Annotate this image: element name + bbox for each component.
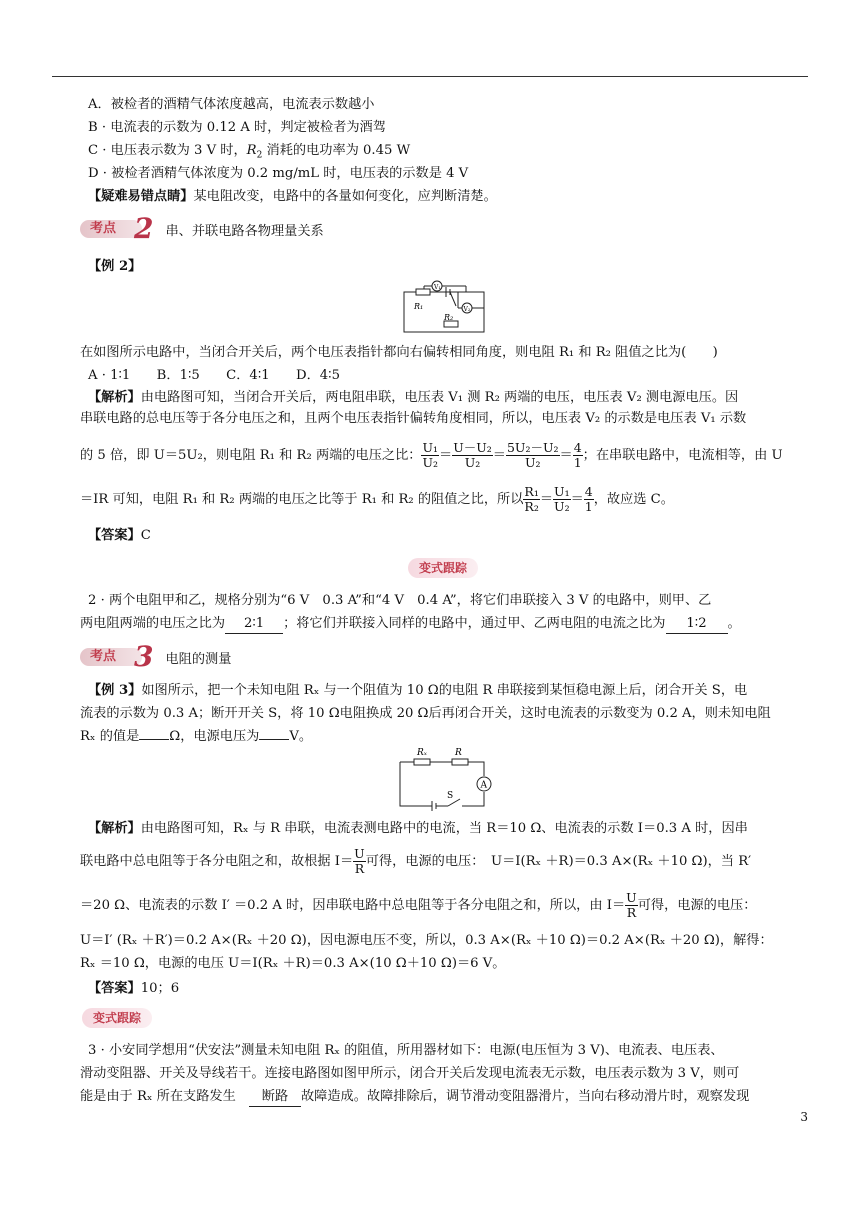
answer-blank: 断路 <box>249 1088 301 1107</box>
fraction: $\frac{4}{1}$ <box>573 440 582 470</box>
circuit-diagram-ex2 <box>396 276 490 338</box>
kaodian-number: 3 <box>134 640 154 673</box>
v1-label: V₁ <box>434 284 441 291</box>
question-2-line-1: 2 · 两个电阻甲和乙，规格分别为“6 V 0.3 A”和“4 V 0.4 A”，将它们串联接入 3 V 的电路中，则甲、乙 <box>88 593 712 608</box>
example-2-analysis-1: 【解析】由电路图可知，当闭合开关后，两电阻串联，电压表 V₁ 测 R₂ 两端的电压，电压表 V₂ 测电源电压。因 <box>88 390 739 405</box>
kaodian-number: 2 <box>134 212 154 245</box>
example-3-analysis-4: U＝I′ (Rₓ ＋R′)＝0.2 A×(Rₓ ＋20 Ω)，因电源电压不变，所以，0.3 A×(Rₓ ＋10 Ω)＝0.2 A×(Rₓ ＋20 Ω)，解得： <box>80 933 773 948</box>
rx-label: Rₓ <box>417 748 427 758</box>
kaodian-title: 串、并联电路各物理量关系 <box>165 223 324 239</box>
fraction: $\frac{U}{R}$ <box>354 846 365 876</box>
example-3-analysis-2: 联电路中总电阻等于各分电阻之和，故根据 I＝ $\frac{U}{R}$ 可得，电源的电压： U＝I(Rₓ ＋R)＝0.3 A×(Rₓ ＋10 Ω)，当 R′ <box>80 846 752 876</box>
option-c: C · 电压表示数为 3 V 时，$R_2$ 消耗的电功率为 0.45 W <box>88 143 411 161</box>
example-3-answer: 【答案】10；6 <box>88 981 180 996</box>
fraction: $\frac{\text{R₁}}{\text{R₂}}$ <box>524 484 539 514</box>
example-2-analysis-4: ＝IR 可知，电阻 R₁ 和 R₂ 两端的电压之比等于 R₁ 和 R₂ 的阻值之比，所以 $\frac{\text{R₁}}{\text{R₂}}$ ＝ $\frac{\text{U₁}}{\text{U₂}}$ ＝ $\frac{4}{1}$ ，故应选 C。 <box>80 484 674 514</box>
kaodian-3-heading <box>80 640 232 673</box>
question-3-line-1: 3 · 小安同学想用“伏安法”测量未知电阻 Rₓ 的阻值，所用器材如下：电源(电压恒为 3 V)、电流表、电压表、 <box>88 1043 724 1058</box>
example-3-analysis-5: Rₓ ＝10 Ω，电源的电压 U＝I(Rₓ ＋R)＝0.3 A×(10 Ω＋10 Ω)＝6 V。 <box>80 956 506 971</box>
example-2-analysis-2: 串联电路的总电压等于各分电压之和，且两个电压表指针偏转角度相同，所以，电压表 V₂ 的示数是电压表 V₁ 示数 <box>80 411 747 426</box>
tip: 【疑难易错点睛】某电阻改变，电路中的各量如何变化，应判断清楚。 <box>88 189 497 204</box>
example-2-tag: 【例 2】 <box>88 259 142 274</box>
answer-blank: 2∶1 <box>225 615 283 634</box>
example-2-analysis-3: 的 5 倍，即 U＝5U₂，则电阻 R₁ 和 R₂ 两端的电压之比： $\frac{\text{U₁}}{\text{U₂}}$ ＝ $\frac{\text{U－U₂}}{\text{U₂}}$ ＝ $\frac{\text{5U₂－U₂}}{\text{U₂}}$ ＝ $\frac{4}{1}$ ；在串联电路中，电流相等，由 U <box>80 440 783 470</box>
fraction: $\frac{\text{U－U₂}}{\text{U₂}}$ <box>453 440 492 470</box>
example-2-choices: A · 1∶1 B．1∶5 C．4∶1 D．4∶5 <box>88 368 340 383</box>
question-2-line-2: 两电阻两端的电压之比为 2∶1 ；将它们并联接入同样的电路中，通过甲、乙两电阻的电流之比为 1∶2 。 <box>80 615 741 634</box>
circuit-diagram-ex3 <box>392 744 492 812</box>
fraction: $\frac{4}{1}$ <box>584 484 593 514</box>
v2-label: V₂ <box>463 306 471 313</box>
kaodian-title: 电阻的测量 <box>165 651 232 667</box>
r2-label: R₂ <box>444 313 454 322</box>
kaodian-badge: 考点 <box>80 648 142 666</box>
example-3-line-1: 【例 3】如图所示，把一个未知电阻 Rₓ 与一个阻值为 10 Ω的电阻 R 串联接到某恒稳电源上后，闭合开关 S，电 <box>88 683 748 698</box>
example-3-line-2: 流表的示数为 0.3 A；断开开关 S，将 10 Ω电阻换成 20 Ω后再闭合开关，这时电流表的示数变为 0.2 A，则未知电阻 <box>80 706 771 721</box>
answer-blank <box>259 739 289 740</box>
variant-track-label: 变式跟踪 <box>82 1008 152 1028</box>
option-b: B · 电流表的示数为 0.12 A 时，判定被检者为酒驾 <box>88 120 386 135</box>
answer-blank: 1∶2 <box>666 615 728 634</box>
example-2-question: 在如图所示电路中，当闭合开关后，两个电压表指针都向右偏转相同角度，则电阻 R₁ 和 R₂ 阻值之比为( ) <box>80 345 718 360</box>
fraction: $\frac{\text{U₁}}{\text{U₂}}$ <box>554 484 570 514</box>
page-number: 3 <box>800 1110 808 1124</box>
example-2-answer: 【答案】C <box>88 528 151 543</box>
kaodian-2-heading <box>80 212 324 245</box>
fraction: $\frac{\text{5U₂－U₂}}{\text{U₂}}$ <box>506 440 559 470</box>
example-3-line-3: Rₓ 的值是 Ω，电源电压为 V。 <box>80 729 313 744</box>
question-3-line-3: 能是由于 Rₓ 所在支路发生 断路 故障造成。故障排除后，调节滑动变阻器滑片，当向右移动滑片时，观察发现 <box>80 1088 749 1107</box>
switch-label: S <box>447 791 454 801</box>
option-a: A．被检者的酒精气体浓度越高，电流表示数越小 <box>88 97 375 112</box>
header-rule <box>52 76 808 77</box>
variant-track-label: 变式跟踪 <box>408 558 478 578</box>
fraction: $\frac{\text{U₁}}{\text{U₂}}$ <box>422 440 438 470</box>
r-label: R <box>455 748 462 758</box>
ammeter-label: A <box>480 780 487 791</box>
example-3-analysis-1: 【解析】由电路图可知，Rₓ 与 R 串联，电流表测电路中的电流，当 R＝10 Ω、电流表的示数 I＝0.3 A 时，因串 <box>88 821 748 836</box>
kaodian-badge: 考点 <box>80 220 142 238</box>
fraction: $\frac{U}{R}$ <box>626 890 637 920</box>
question-3-line-2: 滑动变阻器、开关及导线若干。连接电路图如图甲所示，闭合开关后发现电流表无示数，电压表示数为 3 V，则可 <box>80 1066 740 1081</box>
option-d: D · 被检者酒精气体浓度为 0.2 mg/mL 时，电压表的示数是 4 V <box>88 166 469 181</box>
r1-label: R₁ <box>414 302 424 311</box>
answer-blank <box>139 739 169 740</box>
example-3-analysis-3: ＝20 Ω、电流表的示数 I′ ＝0.2 A 时，因串联电路中总电阻等于各分电阻之和，所以，由 I＝ $\frac{U}{R}$ 可得，电源的电压： <box>80 890 757 920</box>
